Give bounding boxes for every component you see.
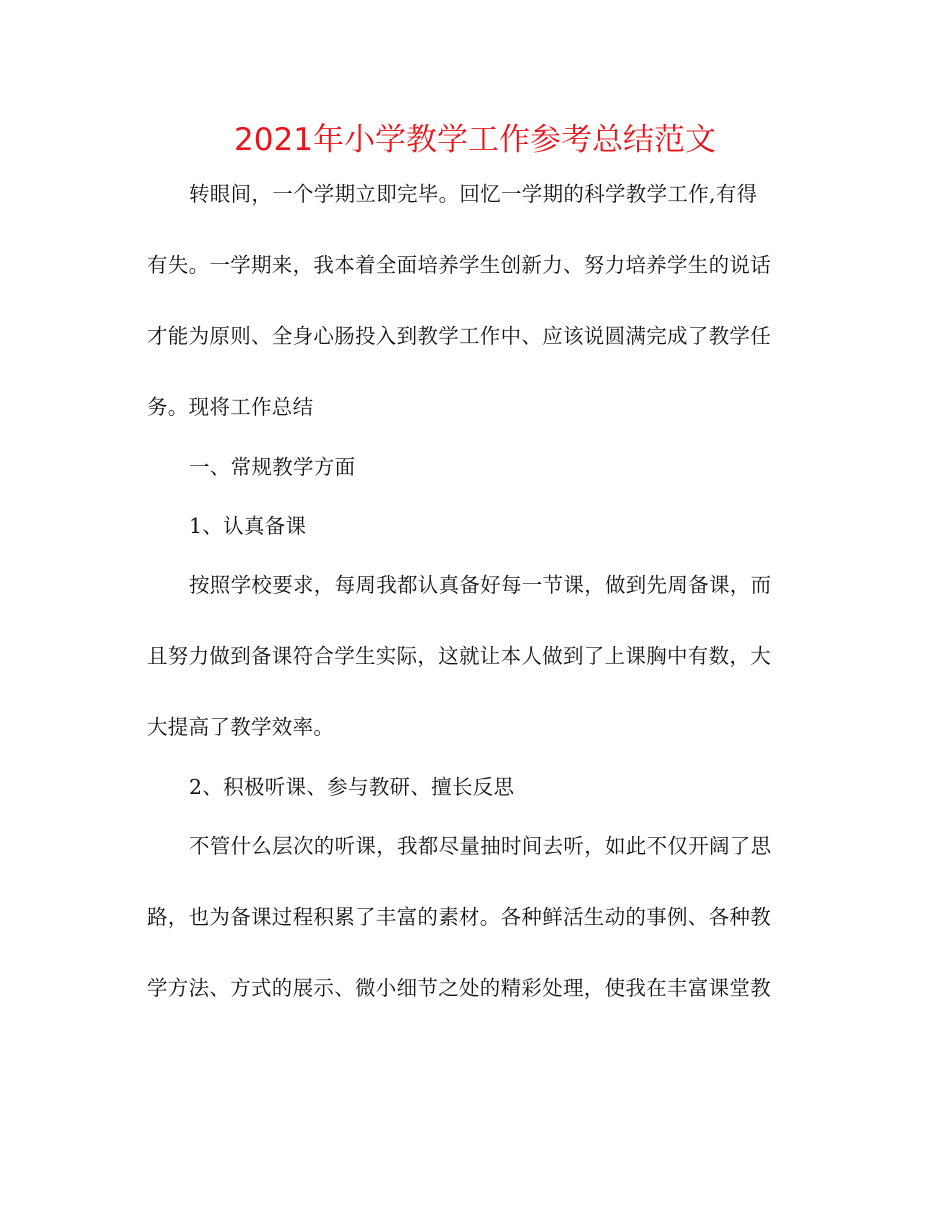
- paragraph-intro: [147, 176, 803, 425]
- text-line: 学方法、方式的展示、微小细节之处的精彩处理，使我在丰富课堂教: [147, 976, 771, 1000]
- text-line: 1、认真备课: [189, 514, 307, 538]
- text-line: 务。现将工作总结: [147, 395, 314, 419]
- document-body: [147, 176, 803, 1006]
- text-line: 转眼间，一个学期立即完毕。回忆一学期的科学教学工作,有得: [189, 182, 758, 206]
- text-line: 不管什么层次的听课，我都尽量抽时间去听，如此不仅开阔了思: [189, 834, 772, 858]
- text-line: 大提高了教学效率。: [147, 715, 335, 739]
- section-heading: [147, 449, 803, 485]
- document-title: 2021年小学教学工作参考总结范文: [234, 122, 716, 158]
- paragraph-lesson-observation: [147, 828, 803, 1006]
- subsection-heading: [147, 769, 803, 805]
- text-line: 且努力做到备课符合学生实际，这就让本人做到了上课胸中有数，大: [147, 644, 771, 668]
- text-line: 路，也为备课过程积累了丰富的素材。各种鲜活生动的事例、各种教: [147, 905, 771, 929]
- text-line: 按照学校要求，每周我都认真备好每一节课，做到先周备课，而: [189, 573, 772, 597]
- text-line: 一、常规教学方面: [189, 455, 356, 479]
- subsection-heading: [147, 508, 803, 544]
- text-line: 2、积极听课、参与教研、擅长反思: [189, 775, 515, 799]
- paragraph-lesson-prep: [147, 567, 803, 745]
- text-line: 有失。一学期来，我本着全面培养学生创新力、努力培养学生的说话: [147, 253, 771, 277]
- text-line: 才能为原则、全身心肠投入到教学工作中、应该说圆满完成了教学任: [147, 324, 771, 348]
